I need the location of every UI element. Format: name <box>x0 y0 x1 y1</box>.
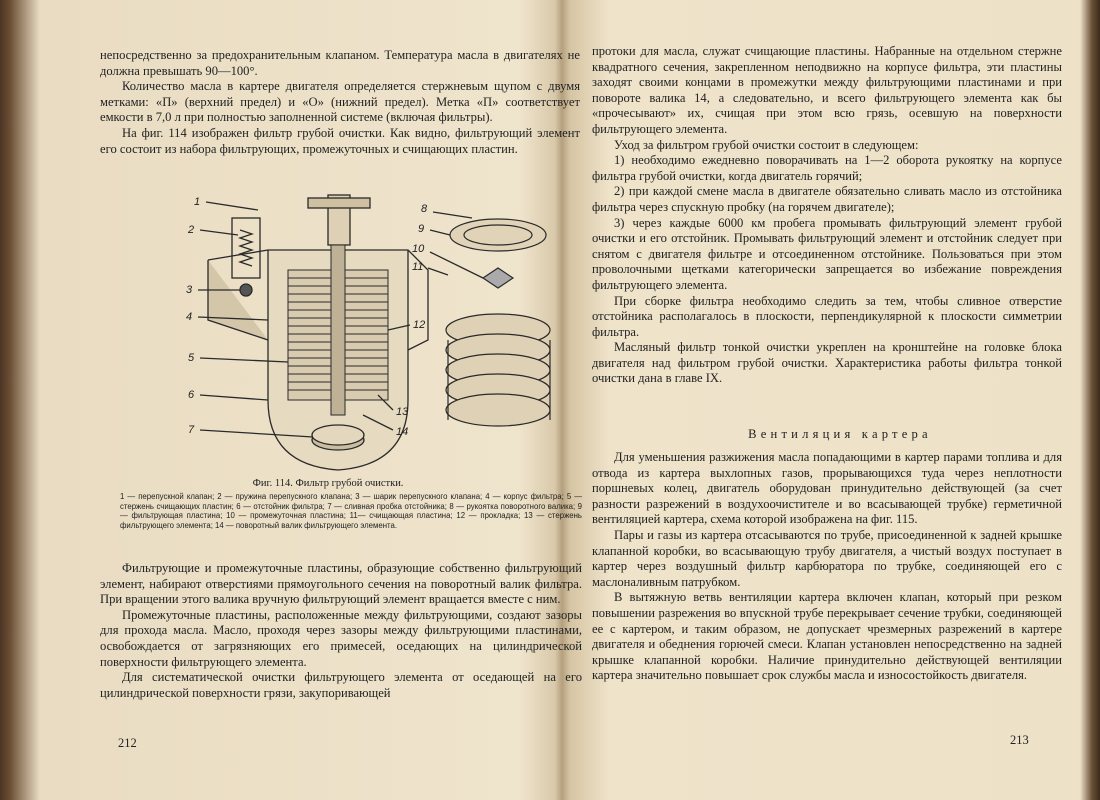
left-text-bottom <box>100 561 582 701</box>
fig-label: 12 <box>413 319 426 331</box>
right-text-top <box>592 44 1062 387</box>
page-number-left: 212 <box>118 736 137 750</box>
paragraph: В вытяжную ветвь вентиляции картера включен клапан, который при резком повышении разрежения во впускной трубе перекрывает сечение трубки, соединяющей ее с картером, и таким образом, не допускает чрезмерных разрежений в картере двигателя и обеднения горючей смеси. Клапан установлен непосредственно на задней крышке клапанной коробки. Наличие принудительно действующей вентиляции картера значительно повышает срок службы масла и износостойкость двигателя. <box>592 590 1062 683</box>
fig-label: 2 <box>188 224 195 236</box>
paragraph: непосредственно за предохранительным клапаном. Температура масла в двигателях не должна превышать 90—100°. <box>100 48 580 78</box>
fig-label: 13 <box>396 406 409 418</box>
care-list <box>592 153 1062 293</box>
left-text-top <box>100 48 580 157</box>
section-heading: Вентиляция картера <box>748 427 932 441</box>
fig-label: 5 <box>188 352 195 364</box>
fig-label: 1 <box>194 196 201 208</box>
list-item: 1) необходимо ежедневно поворачивать на 1—2 оборота рукоятку на корпусе фильтра грубой очистки, когда двигатель горячий; <box>592 153 1062 183</box>
fig-label: 7 <box>188 424 195 436</box>
paragraph: При сборке фильтра необходимо следить за тем, чтобы сливное отверстие отстойника располагалось в плоскости, перпендикулярной к плоскости симметрии фильтра. <box>592 293 1062 339</box>
fig-label: 10 <box>412 243 425 255</box>
page-number-right: 213 <box>1010 733 1029 747</box>
paragraph: Масляный фильтр тонкой очистки укреплен на кронштейне на головке блока двигателя над фильтром грубой очистки. Характеристика работы фильтра тонкой очистки дана в главе IX. <box>592 340 1062 386</box>
paragraph: Для систематической очистки фильтрующего элемента от оседающей на его цилиндрической поверхности грязи, закупоривающей <box>100 670 582 700</box>
filter-diagram <box>148 190 593 475</box>
fig-label: 6 <box>188 389 195 401</box>
paragraph: Фильтрующие и промежуточные пластины, образующие собственно фильтрующий элемент, набирают отверстиями прямоугольного сечения на поворотный валик фильтра. При вращении этого валика вручную фильтрующий элемент вращается вместе с ним. <box>100 561 582 607</box>
paragraph: Пары и газы из картера отсасываются по трубе, присоединенной к задней крышке клапанной коробки, во всасывающую трубу двигателя, а чистый воздух поступает в картер через воздушный фильтр карбюратора по трубке, соединяющей его с маслоналивным патрубком. <box>592 527 1062 589</box>
figure-114 <box>148 190 593 475</box>
list-item: 3) через каждые 6000 км пробега промывать фильтрующий элемент грубой очистки и его отстойник. Промывать фильтрующий элемент и отстойник следует при снятом с двигателя фильтре и отсоединенном отстойнике. Пользоваться при этом проволочными щетками категорически запрещается во избежание повреждения фильтрующего элемента. <box>592 215 1062 292</box>
right-page <box>570 0 1085 800</box>
paragraph: Количество масла в картере двигателя определяется стержневым щупом с двумя метками: «П» (верхний предел) и «О» (нижний предел). Метка «П» соответствует емкости в 7,0 л при полностью заполненной системе (включая фильтры). <box>100 79 580 125</box>
fig-label: 14 <box>396 426 409 438</box>
figure-caption: Фиг. 114. Фильтр грубой очистки. <box>252 478 404 489</box>
paragraph: Промежуточные пластины, расположенные между фильтрующими, создают зазоры для прохода масла. Масло, проходя через зазоры между фильтрующими пластинами, освобождается от загрязняющих его примесей, оседающих на цилиндрической поверхности фильтрующего элемента. <box>100 607 582 669</box>
list-item: 2) при каждой смене масла в двигателе обязательно сливать масло из отстойника фильтра через спускную пробку (на горячем двигателе); <box>592 184 1062 214</box>
paragraph: протоки для масла, служат счищающие пластины. Набранные на отдельном стержне квадратного сечения, закрепленном неподвижно на корпусе фильтра, эти пластины заходят своими концами в промежутки между фильтрующими пластинами и при повороте валика 14, а следовательно, и всего фильтрующего элемента как бы «прочесывают» их, счищая при этом всю грязь, осевшую на поверхности фильтрующего элемента. <box>592 44 1062 136</box>
paragraph: Уход за фильтром грубой очистки состоит в следующем: <box>614 137 919 152</box>
figure-legend: 1 — перепускной клапан; 2 — пружина перепускного клапана; 3 — шарик перепускного клапана; 4 — корпус фильтра; 5 — стержень счищающих пластин; 6 — отстойник фильтра; 7 — сливная пробка отстойника; 8 — рукоятка поворотного валика; 9— фильтрующая пластина; 10 — промежуточная пластина; 11— счищающая пластина; 12 — прокладка; 13 — стержень фильтрующего элемента; 14 — поворотный валик фильтрующего элемента. <box>120 492 582 530</box>
fig-label: 4 <box>186 311 193 323</box>
paragraph: Для уменьшения разжижения масла попадающими в картер парами топлива и для отвода из картера выхлопных газов, прорывающихся туда через неплотности поршневых колец, двигатель оборудован принудительно действующей (за счет разности разрежений в воздухоочистителе и во всасывающей трубке) герметичной вентиляцией картера, схема которой изображена на фиг. 115. <box>592 450 1062 527</box>
fig-label: 9 <box>418 223 425 235</box>
paragraph: На фиг. 114 изображен фильтр грубой очистки. Как видно, фильтрующий элемент его состоит из набора фильтрующих, промежуточных и счищающих пластин. <box>100 125 580 156</box>
fig-label: 8 <box>421 203 428 215</box>
fig-label: 3 <box>186 284 193 296</box>
fig-label: 11 <box>412 261 424 273</box>
right-text-bottom <box>592 450 1062 684</box>
left-page <box>40 0 582 800</box>
